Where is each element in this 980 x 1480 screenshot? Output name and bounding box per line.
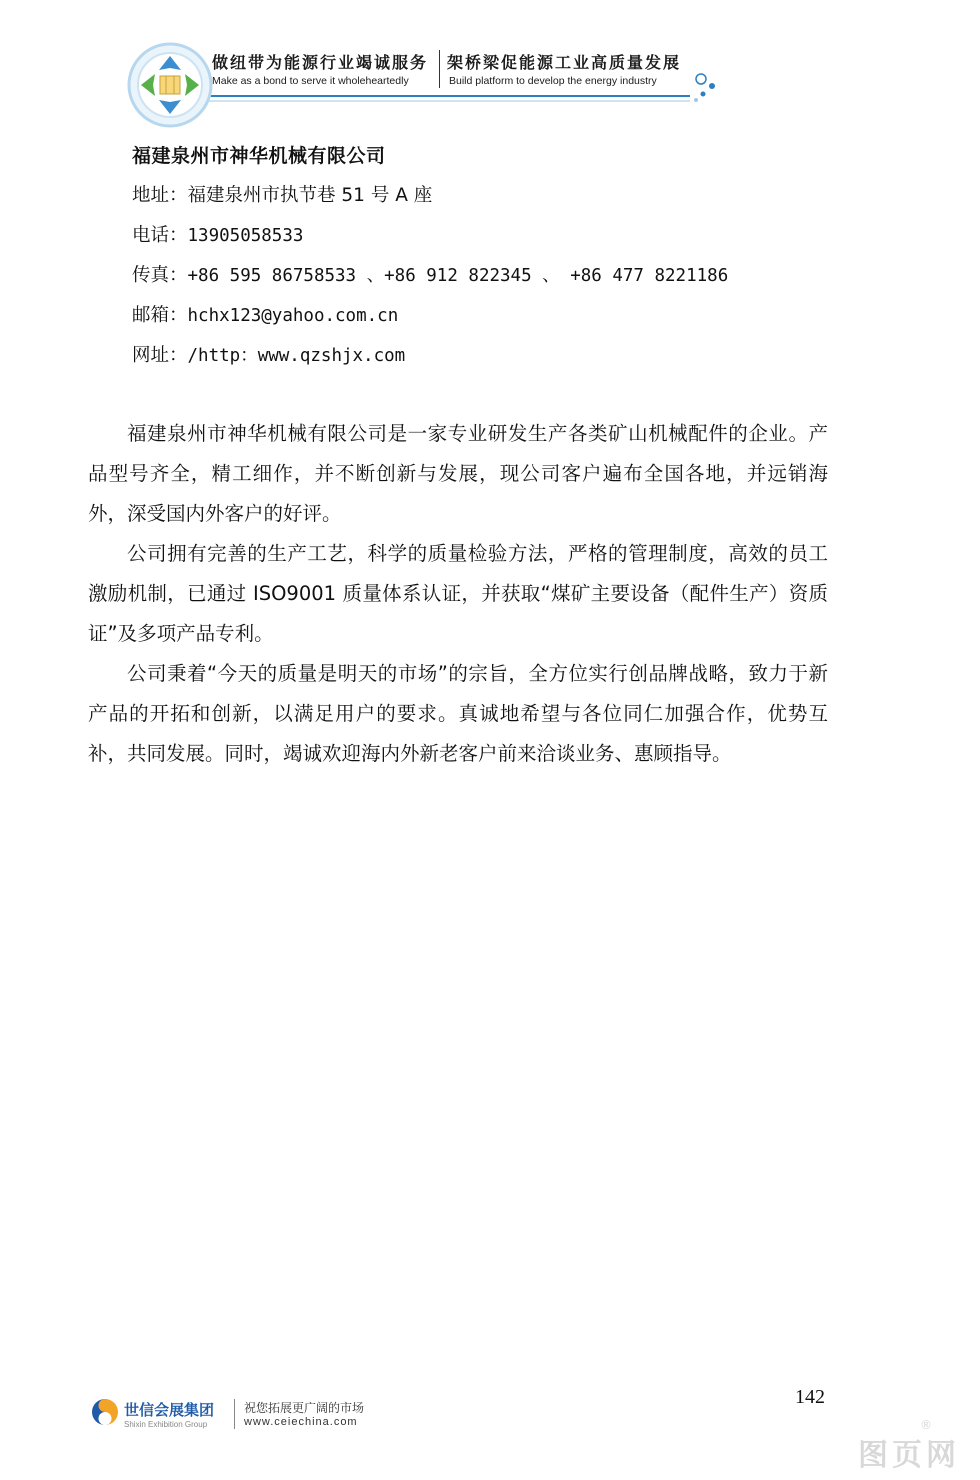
contact-email — [132, 301, 398, 327]
paragraph-mission: 公司秉着“今天的质量是明天的市场”的宗旨，全方位实行创品牌战略，致力于新产品的开拓和创新，以满足用户的要求。真诚地希望与各位同仁加强合作，优势互补，共同发展。同时，竭诚欢迎海内外新老客户前来洽谈业务、惠顾指导。 — [88, 662, 828, 765]
contact-website-label: 网址： — [132, 345, 188, 366]
contact-fax — [132, 261, 728, 287]
shixin-logo-icon — [90, 1397, 120, 1427]
slogan-cn-right: 架桥梁促能源工业高质量发展 — [447, 53, 682, 72]
footer-brand-en: Shixin Exhibition Group — [124, 1420, 208, 1429]
slogan-cn-left: 做纽带为能源行业竭诚服务 — [212, 53, 429, 72]
paragraph-intro: 福建泉州市神华机械有限公司是一家专业研发生产各类矿山机械配件的企业。产品型号齐全，精工细作，并不断创新与发展，现公司客户遍布全国各地，并远销海外，深受国内外客户的好评。 — [88, 422, 828, 525]
contact-address-value: 福建泉州市执节巷 51 号 A 座 — [187, 185, 433, 206]
page-number: 142 — [795, 1386, 825, 1408]
watermark-registered-mark: ® — [920, 1418, 932, 1432]
watermark: 图页网 — [858, 1438, 960, 1473]
contact-email-label: 邮箱： — [132, 305, 188, 326]
contact-address — [132, 181, 432, 207]
contact-phone — [132, 221, 303, 247]
contact-email-value[interactable]: hchx123@yahoo.com.cn — [187, 306, 399, 326]
contact-website-value[interactable]: /http：www.qzshjx.com — [187, 346, 406, 366]
footer-brand: 世信会展集团 — [124, 1401, 215, 1419]
paragraph-quality: 公司拥有完善的生产工艺，科学的质量检验方法，严格的管理制度，高效的员工激励机制，已通过 ISO9001 质量体系认证，并获取“煤矿主要设备（配件生产）资质证”及多项产品专利。 — [88, 542, 828, 645]
expo-emblem-icon — [125, 40, 215, 130]
company-description — [88, 414, 828, 774]
footer-url[interactable]: www.ceiechina.com — [244, 1416, 358, 1428]
slogan-en-left: Make as a bond to serve it wholeheartedly — [212, 75, 409, 87]
footer-tagline: 祝您拓展更广阔的市场 — [244, 1401, 365, 1415]
company-name: 福建泉州市神华机械有限公司 — [132, 145, 386, 167]
page-header — [0, 0, 980, 130]
contact-address-label: 地址： — [132, 185, 188, 206]
contact-phone-label: 电话： — [132, 225, 188, 246]
contact-phone-value: 13905058533 — [187, 226, 304, 246]
contact-fax-value: +86 595 86758533 、+86 912 822345 、 +86 477 8221186 — [187, 266, 729, 286]
slogan-divider — [439, 50, 440, 88]
footer-divider — [234, 1399, 235, 1429]
contact-website — [132, 341, 405, 367]
slogan-en-right: Build platform to develop the energy industry — [449, 75, 657, 87]
contact-fax-label: 传真： — [132, 265, 188, 286]
